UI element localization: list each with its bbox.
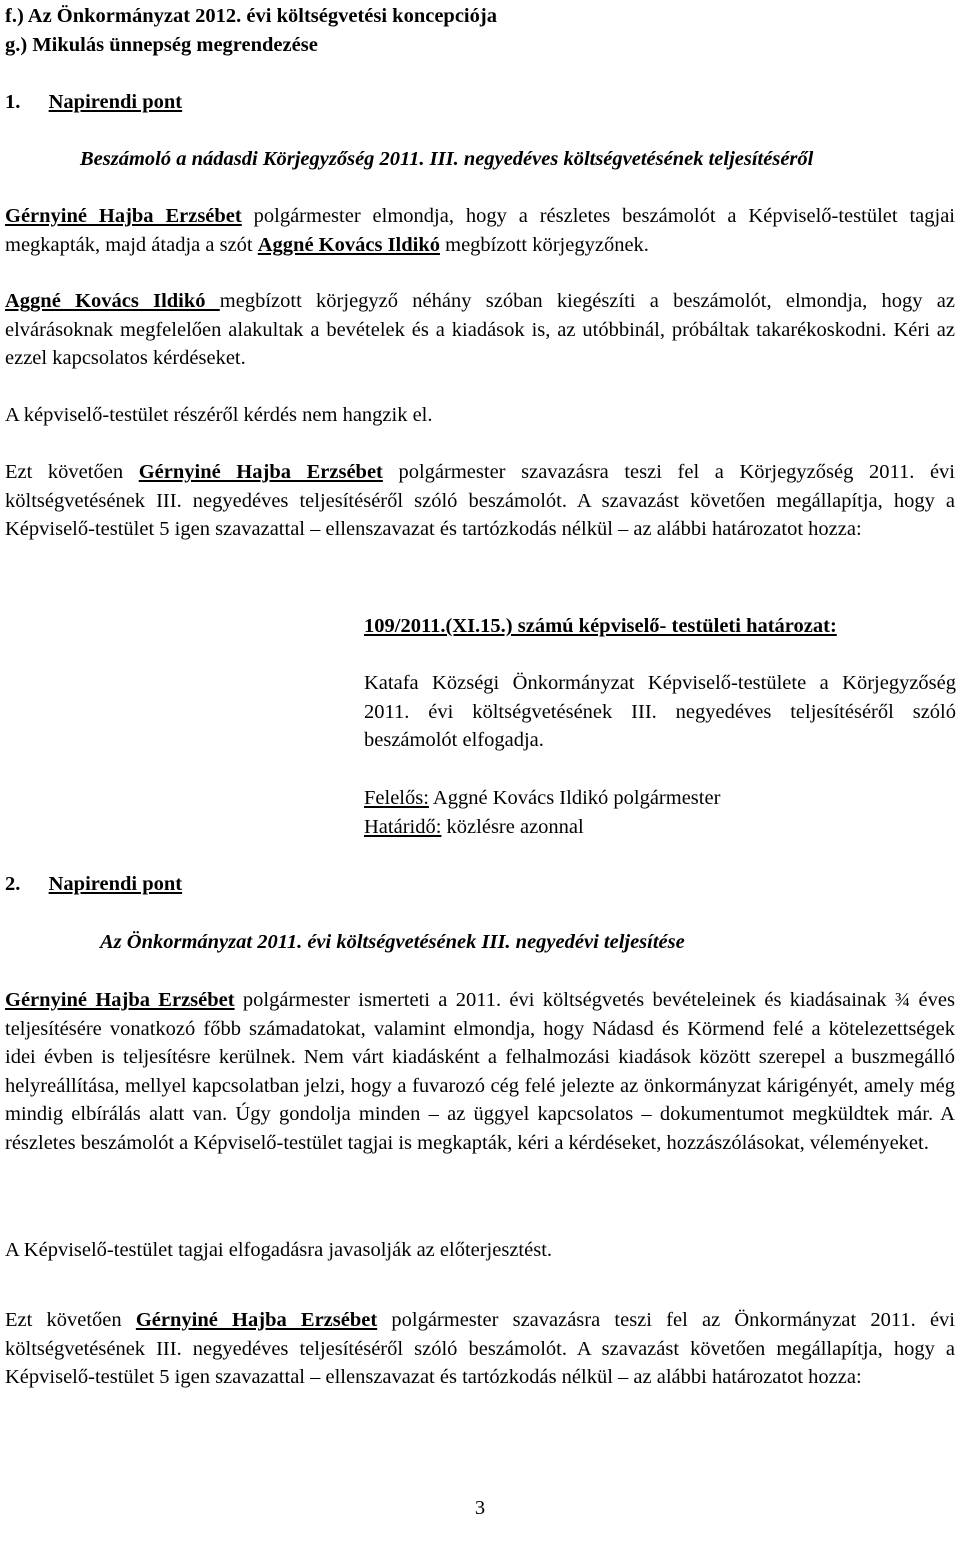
paragraph-text: Ezt követően [5, 1309, 136, 1331]
paragraph-text: Ezt követően [5, 461, 139, 483]
felelos-label: Felelős: [364, 787, 429, 809]
paragraph-5 [5, 986, 955, 1157]
paragraph-7 [5, 1306, 955, 1392]
hatarido-label: Határidő: [364, 815, 442, 838]
paragraph-4 [5, 458, 955, 544]
paragraph-text: polgármester elmondja, hogy a részletes beszámolót a Képviselő-testület tagjai megkapták, majd átadja a szót [5, 205, 955, 256]
person-name: Gérnyiné Hajba Erzsébet [5, 989, 235, 1011]
agenda-list [5, 2, 955, 59]
paragraph-6: A Képviselő-testület tagjai elfogadásra javasolják az előterjesztést. [5, 1239, 553, 1261]
hatarido-value: közlésre azonnal [441, 815, 584, 838]
agenda-subtitle-2: Az Önkormányzat 2011. évi költségvetésének III. negyedévi teljesítése [100, 931, 685, 953]
agenda-heading-2 [5, 870, 955, 899]
person-name: Gérnyiné Hajba Erzsébet [135, 1309, 378, 1331]
resolution-responsibility [364, 784, 956, 841]
paragraph-text: polgármester szavazásra teszi fel az Önkormányzat 2011. évi költségvetésének III. negyedéves teljesítéséről szóló beszámolót. A szavazást követően megállapítja, hogy a Képviselő-testület 5 igen szavazattal – ellenszavazat és tartózkodás nélkül – az alábbi határozatot hozza: [5, 1309, 955, 1388]
agenda-item-f: f.) Az Önkormányzat 2012. évi költségvetési koncepciója [5, 5, 497, 27]
agenda-heading-number: 2. [5, 873, 21, 895]
agenda-item-g: g.) Mikulás ünnepség megrendezése [5, 33, 318, 56]
person-name: Aggné Kovács Ildikó [257, 233, 440, 256]
felelos-value: Aggné Kovács Ildikó polgármester [428, 787, 721, 809]
paragraph-text: megbízott körjegyző néhány szóban kiegészíti a beszámolót, elmondja, hogy az elvárásoknak megfelelően alakultak a bevételek és a kiadások is, az utóbbinál, próbáltak takarékoskodni. Kéri az ezzel kapcsolatos kérdéseket. [5, 290, 955, 369]
page-number: 3 [474, 1497, 486, 1519]
paragraph-text: megbízott körjegyzőnek. [440, 233, 649, 256]
resolution-text: Katafa Községi Önkormányzat Képviselő-testülete a Körjegyzőség 2011. évi költségvetésének III. negyedéves teljesítéséről szóló beszámolót elfogadja. [364, 672, 956, 751]
paragraph-3: A képviselő-testület részéről kérdés nem hangzik el. [5, 404, 433, 426]
paragraph-1 [5, 202, 955, 259]
agenda-heading-number: 1. [5, 91, 21, 113]
person-name: Aggné Kovács Ildikó [5, 290, 220, 312]
agenda-heading-1 [5, 88, 955, 117]
paragraph-text: polgármester szavazásra teszi fel a Körjegyzőség 2011. évi költségvetésének III. negyedéves teljesítéséről szóló beszámolót. A szavazást követően megállapítja, hogy a Képviselő-testület 5 igen szavazattal – ellenszavazat és tartózkodás nélkül – az alábbi határozatot hozza: [5, 461, 955, 540]
resolution-title: 109/2011.(XI.15.) számú képviselő- testületi határozat: [364, 615, 837, 637]
person-name: Gérnyiné Hajba Erzsébet [5, 205, 242, 227]
person-name: Gérnyiné Hajba Erzsébet [138, 461, 383, 483]
agenda-subtitle-1: Beszámoló a nádasdi Körjegyzőség 2011. III. negyedéves költségvetésének teljesítéséről [80, 148, 814, 170]
paragraph-2 [5, 287, 955, 373]
paragraph-text: polgármester ismerteti a 2011. évi költségvetés bevételeinek és kiadásainak ¾ éves teljesítésére vonatkozó főbb számadatokat, valamint elmondja, hogy Nádasd és Körmend felé a kötelezettségek idei évben is teljesítésre kerülnek. Nem várt kiadásként a felhalmozási kiadások között szerepel a buszmegálló helyreállítása, mellyel kapcsolatban jelzi, hogy a fuvarozó cég felé jelezte az önkormányzat kárigényét, amely még mindig elbírálás alatt van. Úgy gondolja minden – az üggyel kapcsolatos – dokumentumot megküldtek már. A részletes beszámolót a Képviselő-testület tagjai is megkapták, kéri a kérdéseket, hozzászólásokat, véleményeket. [5, 989, 955, 1154]
agenda-heading-label: Napirendi pont [48, 91, 183, 113]
agenda-heading-label: Napirendi pont [48, 873, 183, 895]
